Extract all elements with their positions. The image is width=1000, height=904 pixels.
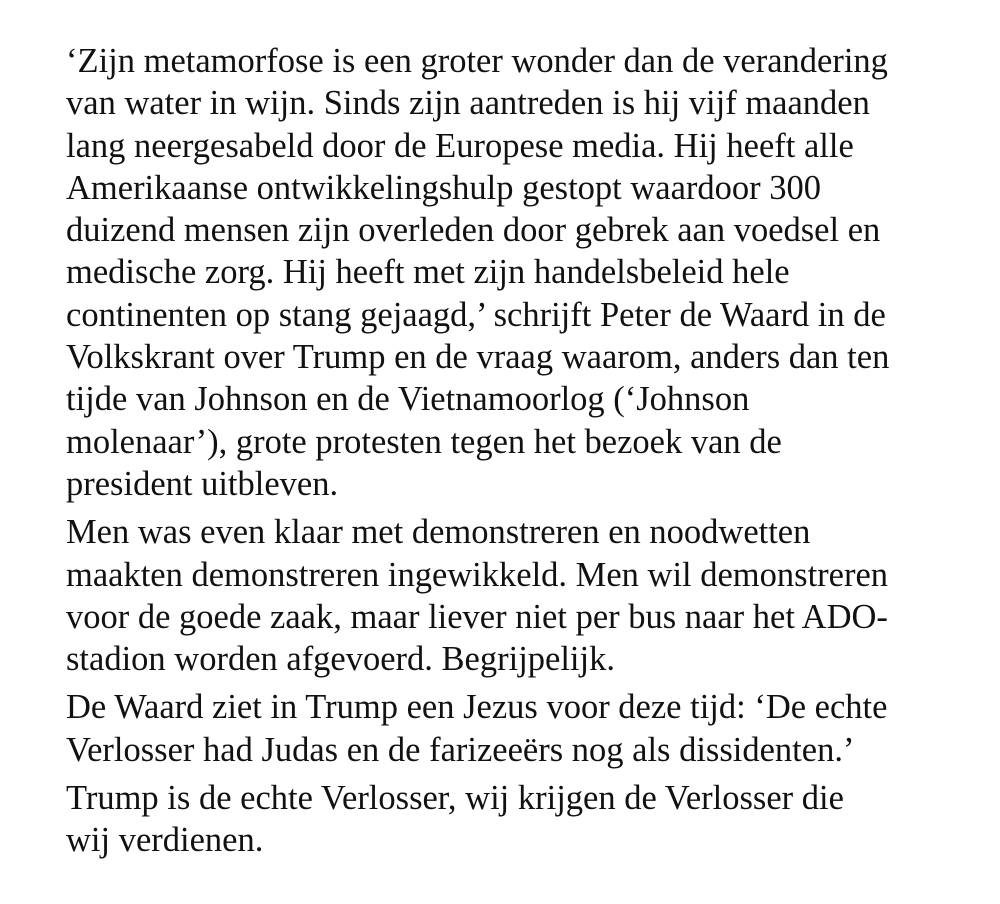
text-line: van water in wijn. Sinds zijn aantreden is hij vijf maanden bbox=[66, 84, 870, 123]
text-line: Trump is de echte Verlosser, wij krijgen de Verlosser die bbox=[66, 779, 844, 818]
paragraph-1 bbox=[66, 40, 966, 505]
text-line: medische zorg. Hij heeft met zijn handelsbeleid hele bbox=[66, 253, 790, 292]
text-line: tijde van Johnson en de Vietnamoorlog (‘Johnson bbox=[66, 380, 750, 419]
paragraph-4 bbox=[66, 777, 966, 862]
text-line: voor de goede zaak, maar liever niet per bus naar het ADO- bbox=[66, 597, 888, 636]
text-line: Men was even klaar met demonstreren en noodwetten bbox=[66, 513, 811, 552]
paragraph-3 bbox=[66, 686, 966, 771]
text-line: ‘Zijn metamorfose is een groter wonder dan de verandering bbox=[66, 42, 888, 80]
text-line: president uitbleven. bbox=[66, 464, 339, 503]
article-body bbox=[66, 40, 966, 862]
text-line: stadion worden afgevoerd. Begrijpelijk. bbox=[66, 640, 615, 679]
text-line: duizend mensen zijn overleden door gebrek aan voedsel en bbox=[66, 211, 881, 250]
text-line: De Waard ziet in Trump een Jezus voor deze tijd: ‘De echte bbox=[66, 688, 888, 727]
text-line: Volkskrant over Trump en de vraag waarom, anders dan ten bbox=[66, 338, 890, 377]
text-line: Amerikaanse ontwikkelingshulp gestopt waardoor 300 bbox=[66, 168, 822, 207]
text-line: continenten op stang gejaagd,’ schrijft Peter de Waard in de bbox=[66, 295, 886, 334]
text-line: Verlosser had Judas en de farizeeërs nog als dissidenten.’ bbox=[66, 730, 855, 769]
text-line: molenaar’), grote protesten tegen het bezoek van de bbox=[66, 422, 782, 461]
text-line: maakten demonstreren ingewikkeld. Men wil demonstreren bbox=[66, 555, 889, 594]
text-line: lang neergesabeld door de Europese media. Hij heeft alle bbox=[66, 126, 854, 165]
paragraph-2 bbox=[66, 511, 966, 680]
text-line: wij verdienen. bbox=[66, 821, 264, 860]
